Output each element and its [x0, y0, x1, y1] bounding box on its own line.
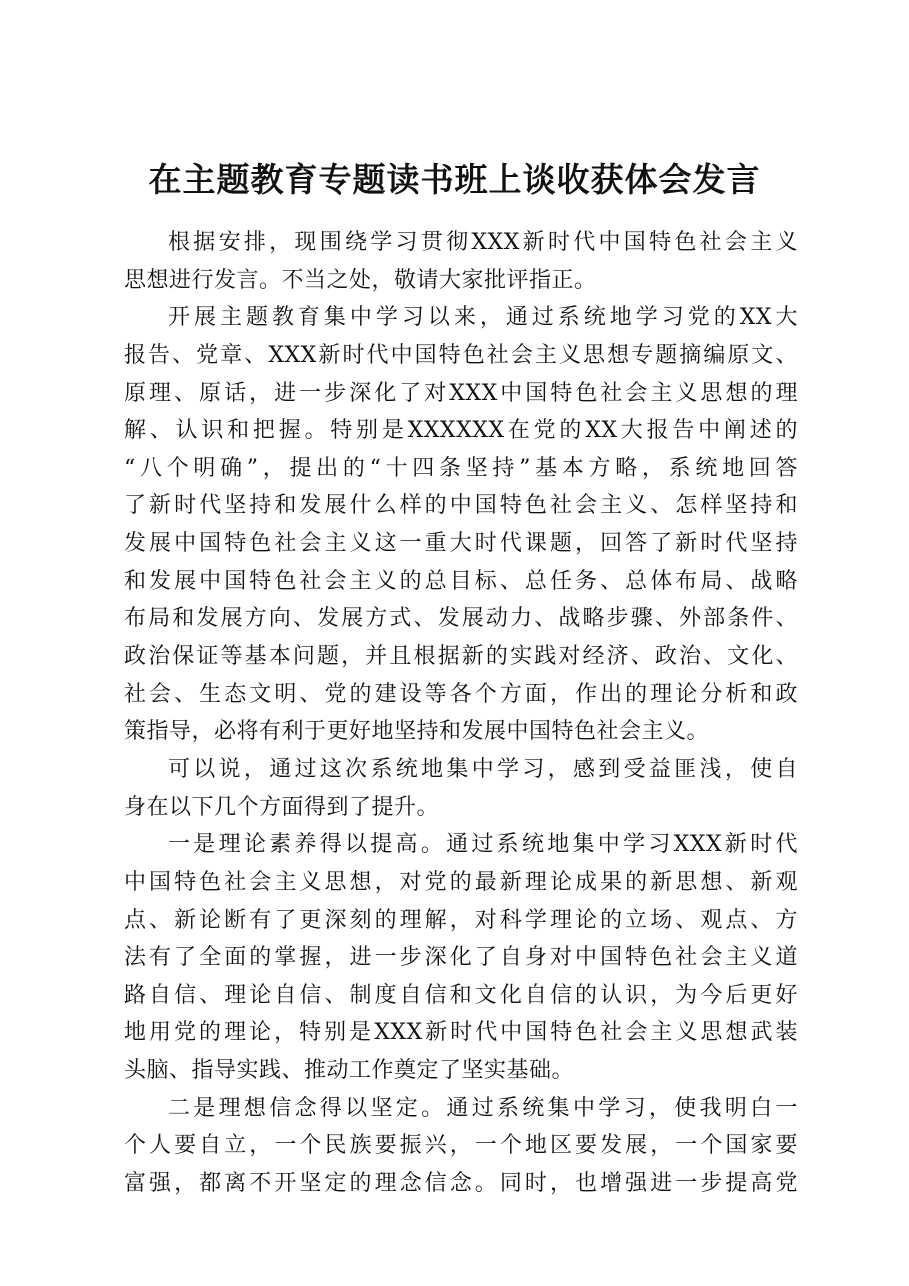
document-title: 在主题教育专题读书班上谈收获体会发言 [148, 160, 761, 199]
text-line: 个人要自立，一个民族要振兴，一个地区要发展，一个国家要 [124, 1133, 798, 1159]
text-line: 一是理论素养得以提高。通过系统地集中学习XXX新时代 [168, 832, 798, 858]
text-line: 了新时代坚持和发展什么样的中国特色社会主义、怎样坚持和 [124, 493, 798, 519]
text-line: 地用党的理论，特别是XXX新时代中国特色社会主义思想武装 [124, 1020, 798, 1046]
text-line: 头脑、指导实践、推动工作奠定了坚实基础。 [124, 1058, 575, 1084]
text-line: 法有了全面的掌握，进一步深化了自身对中国特色社会主义道 [124, 945, 798, 971]
text-line: 二是理想信念得以坚定。通过系统集中学习，使我明白一 [168, 1095, 798, 1121]
text-line: 政治保证等基本问题，并且根据新的实践对经济、政治、文化、 [124, 644, 798, 670]
text-line: 解、认识和把握。特别是XXXXXX在党的XX大报告中阐述的 [124, 418, 798, 444]
text-line: 社会、生态文明、党的建设等各个方面，作出的理论分析和政 [124, 681, 798, 707]
text-line: 原理、原话，进一步深化了对XXX中国特色社会主义思想的理 [124, 380, 798, 406]
text-line: 开展主题教育集中学习以来，通过系统地学习党的XX大 [168, 305, 798, 331]
text-line: 路自信、理论自信、制度自信和文化自信的认识，为今后更好 [124, 982, 798, 1008]
text-line: 身在以下几个方面得到了提升。 [124, 794, 440, 820]
text-line: 思想进行发言。不当之处，敬请大家批评指正。 [124, 267, 597, 293]
paragraph [124, 826, 798, 1089]
paragraph [124, 751, 798, 826]
paragraph [124, 299, 798, 751]
text-line: 策指导，必将有利于更好地坚持和发展中国特色社会主义。 [124, 719, 710, 745]
paragraph [124, 1090, 798, 1203]
text-line: 中国特色社会主义思想，对党的最新理论成果的新思想、新观 [124, 869, 798, 895]
text-line: 布局和发展方向、发展方式、发展动力、战略步骤、外部条件、 [124, 606, 798, 632]
text-line: 点、新论断有了更深刻的理解，对科学理论的立场、观点、方 [124, 907, 798, 933]
paragraph [124, 224, 798, 299]
text-line: 报告、党章、XXX新时代中国特色社会主义思想专题摘编原文、 [124, 342, 798, 368]
text-line: 和发展中国特色社会主义的总目标、总任务、总体布局、战略 [124, 568, 798, 594]
text-line: 可以说，通过这次系统地集中学习，感到受益匪浅，使自 [168, 756, 798, 782]
text-line: 富强，都离不开坚定的理念信念。同时，也增强进一步提高党 [124, 1171, 798, 1197]
text-line: “八个明确”，提出的“十四条坚持”基本方略，系统地回答 [124, 455, 798, 481]
text-line: 根据安排，现围绕学习贯彻XXX新时代中国特色社会主义 [168, 230, 798, 255]
document-body [124, 224, 798, 1203]
text-line: 发展中国特色社会主义这一重大时代课题，回答了新时代坚持 [124, 531, 798, 557]
